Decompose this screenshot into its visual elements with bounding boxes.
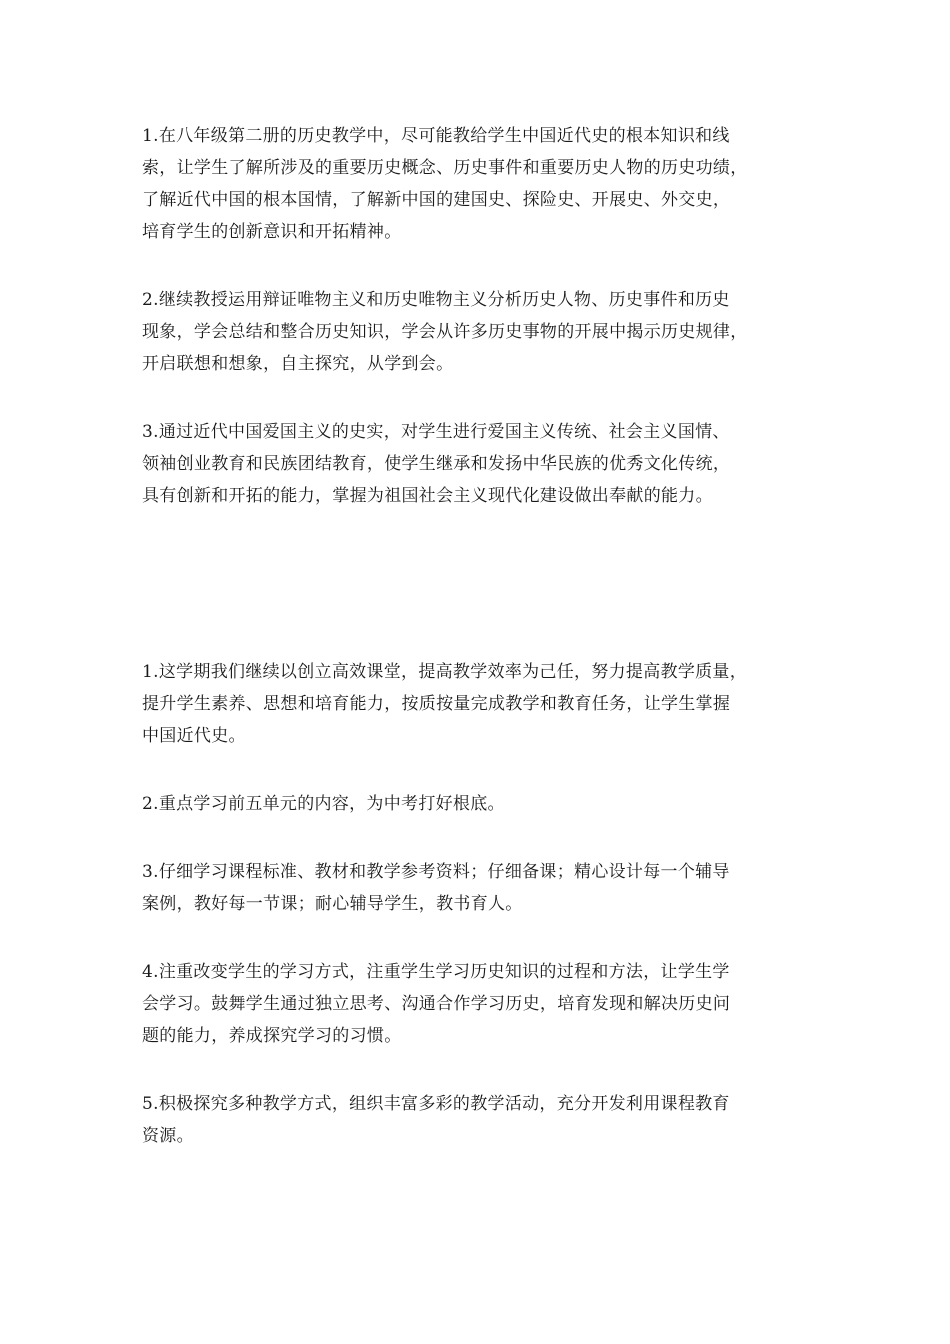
- teaching-goals-section: [142, 120, 822, 548]
- goal-paragraph-2: 2.继续教授运用辩证唯物主义和历史唯物主义分析历史人物、历史事件和历史 现象，学会总结和整合历史知识，学会从许多历史事物的开展中揭示历史规律， 开启联想和想象，自主探究，从学到会。: [142, 290, 748, 374]
- measure-paragraph-5: 5.积极探究多种教学方式，组织丰富多彩的教学活动，充分开发利用课程教育 资源。: [142, 1094, 730, 1146]
- measure-paragraph-2: 2.重点学习前五单元的内容，为中考打好根底。: [142, 794, 505, 814]
- measure-paragraph-4: 4.注重改变学生的学习方式，注重学生学习历史知识的过程和方法，让学生学 会学习。鼓舞学生通过独立思考、沟通合作学习历史，培育发现和解决历史问 题的能力，养成探究学习的习惯。: [142, 962, 731, 1046]
- measure-paragraph-1: 1.这学期我们继续以创立高效课堂，提高教学效率为己任，努力提高教学质量， 提升学生素养、思想和培育能力，按质按量完成教学和教育任务，让学生掌握 中国近代史。: [142, 662, 748, 746]
- teaching-measures-section: [142, 656, 822, 1188]
- goal-paragraph-3: 3.通过近代中国爱国主义的史实，对学生进行爱国主义传统、社会主义国情、 领袖创业教育和民族团结教育，使学生继承和发扬中华民族的优秀文化传统， 具有创新和开拓的能力，掌握为祖国社会主义现代化建设做出奉献的能力。: [142, 422, 731, 506]
- measure-paragraph-3: 3.仔细学习课程标准、教材和教学参考资料；仔细备课；精心设计每一个辅导 案例，教好每一节课；耐心辅导学生，教书育人。: [142, 862, 730, 914]
- goal-paragraph-1: 1.在八年级第二册的历史教学中，尽可能教给学生中国近代史的根本知识和线 索，让学生了解所涉及的重要历史概念、历史事件和重要历史人物的历史功绩， 了解近代中国的根本国情，了解新中国的建国史、探险史、开展史、外交史， 培育学生的创新意识和开拓精神。: [142, 126, 748, 242]
